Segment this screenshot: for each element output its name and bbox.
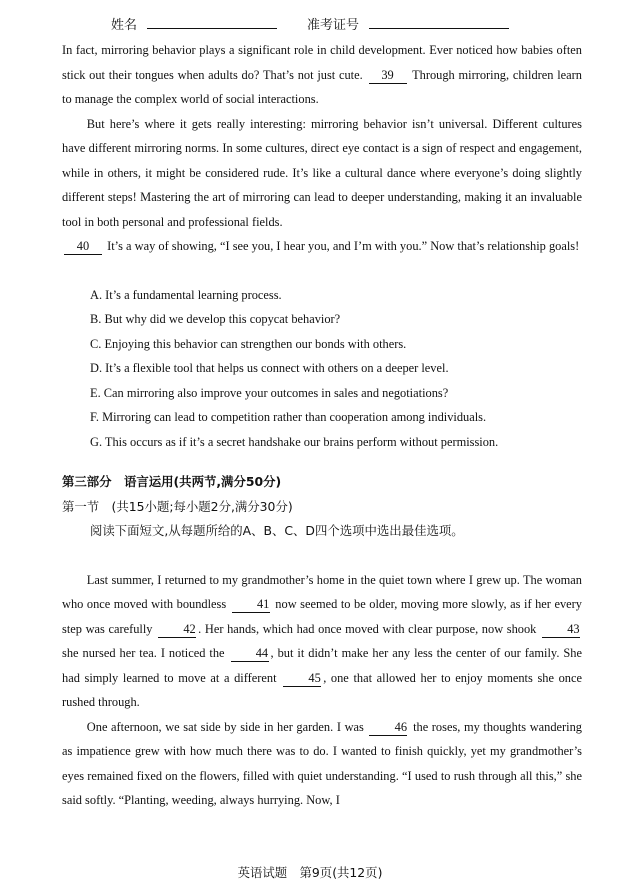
blank-39[interactable]: 39 bbox=[369, 67, 407, 84]
section1-title: 第一节 (共15小题;每小题2分,满分30分) bbox=[62, 498, 293, 514]
blank-46[interactable]: 46 bbox=[369, 719, 407, 736]
cloze-paragraph-2: One afternoon, we sat side by side in her garden. I was 46 the roses, my thoughts wandering as impatience grew with how much there was to do. I wanted to finish quickly, yet my grandmother’s eyes remained fixed on the flowers, filled with quiet understanding. “I used to rush through all this,” she said softly. “Planting, weeding, always hurrying. Now, I bbox=[62, 719, 582, 807]
blank-44[interactable]: 44 bbox=[231, 645, 269, 662]
cloze-paragraph-1: Last summer, I returned to my grandmother’s home in the quiet town where I grew up. The woman who once moved with boundless 41 now seemed to be older, moving more slowly, as if her every step was carefully 42 . Her hands, which had once moved with clear purpose, now shook 43 she nursed her tea. I noticed the 44 , but it didn’t make her any less the center of our family. She had simply learned to move at a different 45 , one that allowed her to enjoy moments she once rushed through. bbox=[62, 572, 582, 709]
name-label: 姓名 bbox=[110, 17, 137, 32]
blank-41[interactable]: 41 bbox=[232, 596, 270, 613]
option-list bbox=[62, 283, 582, 455]
option-d[interactable]: D. It’s a flexible tool that helps us connect with others on a deeper level. bbox=[90, 361, 449, 375]
instruction: 阅读下面短文,从每题所给的A、B、C、D四个选项中选出最佳选项。 bbox=[90, 523, 464, 538]
cloze-passage bbox=[62, 568, 582, 813]
option-c[interactable]: C. Enjoying this behavior can strengthen our bonds with others. bbox=[90, 336, 407, 351]
page-footer: 英语试题 第9页(共12页) bbox=[237, 865, 383, 880]
paragraph-2: But here’s where it gets really interesting: mirroring behavior isn’t universal. Different cultures have different mirroring norms. In some cultures, direct eye contact is a sign of respect and engagement, while in others, it might be considered rude. It’s like a cultural dance where everyone’s doing slightly different steps! Mastering the art of mirroring can lead to deeper understanding, making it an invaluable tool in both personal and professional fields. bbox=[62, 116, 582, 229]
blank-40[interactable]: 40 bbox=[64, 238, 102, 255]
option-g[interactable]: G. This occurs as if it’s a secret handshake our brains perform without permission. bbox=[90, 434, 499, 449]
blank-43[interactable]: 43 bbox=[542, 621, 580, 638]
paragraph-3: 40 It’s a way of showing, “I see you, I hear you, and I’m with you.” Now that’s relationship goals! bbox=[62, 234, 582, 259]
option-f[interactable]: F. Mirroring can lead to competition rather than cooperation among individuals. bbox=[90, 410, 487, 424]
blank-45[interactable]: 45 bbox=[283, 670, 321, 687]
option-a[interactable]: A. It’s a fundamental learning process. bbox=[90, 287, 282, 302]
content bbox=[62, 38, 582, 813]
exam-id-label: 准考证号 bbox=[307, 17, 360, 32]
blank-42[interactable]: 42 bbox=[158, 621, 196, 638]
option-e[interactable]: E. Can mirroring also improve your outcomes in sales and negotiations? bbox=[90, 385, 449, 400]
exam-id-blank[interactable] bbox=[369, 14, 509, 29]
header bbox=[0, 14, 620, 33]
name-blank[interactable] bbox=[147, 14, 277, 29]
part3-title: 第三部分 语言运用(共两节,满分50分) bbox=[62, 474, 282, 489]
paragraph-1: In fact, mirroring behavior plays a significant role in child development. Ever noticed how babies often stick out their tongues when adults do? That’s not just cute. 39 Through mirroring, children learn to manage the complex world of social interactions. bbox=[62, 43, 582, 106]
option-b[interactable]: B. But why did we develop this copycat behavior? bbox=[90, 312, 341, 326]
